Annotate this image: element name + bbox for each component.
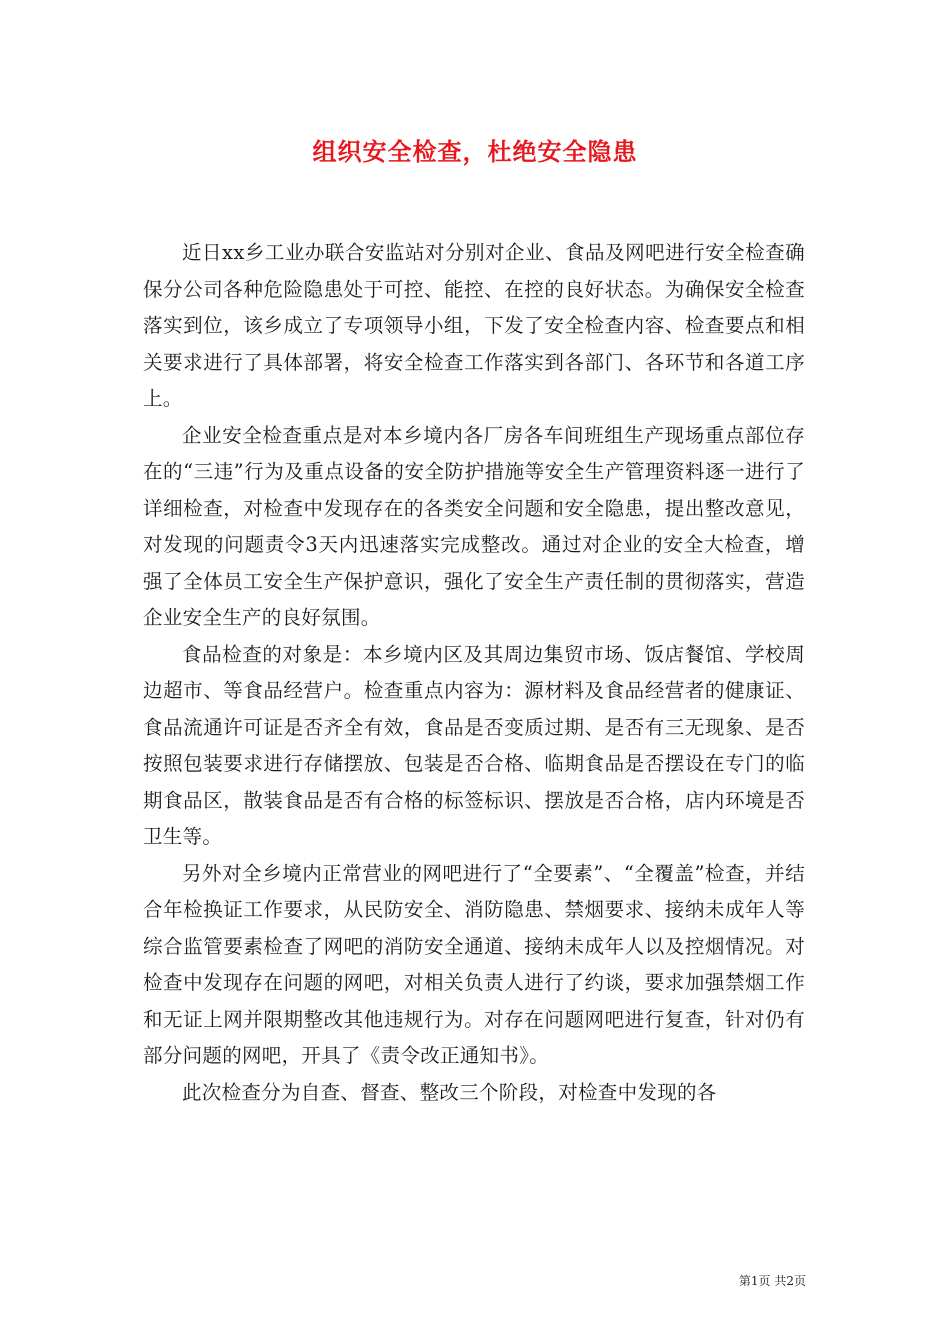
paragraph-3: 食品检查的对象是：本乡境内区及其周边集贸市场、饭店餐馆、学校周边超市、等食品经营户。检查重点内容为：源材料及食品经营者的健康证、食品流通许可证是否齐全有效，食品是否变质过期、是否有三无现象、是否按照包装要求进行存储摆放、包装是否合格、临期食品是否摆设在专门的临期食品区，散装食品是否有合格的标签标识、摆放是否合格，店内环境是否卫生等。	[143, 642, 805, 848]
paragraph-4: 另外对全乡境内正常营业的网吧进行了“全要素”、“全覆盖”检查，并结合年检换证工作要求，从民防安全、消防隐患、禁烟要求、接纳未成年人等综合监管要素检查了网吧的消防安全通道、接纳未成年人以及控烟情况。对检查中发现存在问题的网吧，对相关负责人进行了约谈，要求加强禁烟工作和无证上网并限期整改其他违规行为。对存在问题网吧进行复查，针对仍有部分问题的网吧，开具了《责令改正通知书》。	[143, 861, 805, 1067]
page-number-footer: 第1页 共2页	[738, 1274, 806, 1288]
paragraph-5: 此次检查分为自查、督查、整改三个阶段，对检查中发现的各	[182, 1080, 717, 1104]
document-title: 组织安全检查，杜绝安全隐患	[312, 138, 638, 166]
document-body	[143, 235, 805, 1111]
paragraph-2: 企业安全检查重点是对本乡境内各厂房各车间班组生产现场重点部位存在的“三违”行为及重点设备的安全防护措施等安全生产管理资料逐一进行了详细检查，对检查中发现存在的各类安全问题和安全隐患，提出整改意见，对发现的问题责令3天内迅速落实完成整改。通过对企业的安全大检查，增强了全体员工安全生产保护意识，强化了安全生产责任制的贯彻落实，营造企业安全生产的良好氛围。	[143, 423, 805, 629]
paragraph-1: 近日xx乡工业办联合安监站对分别对企业、食品及网吧进行安全检查确保分公司各种危险隐患处于可控、能控、在控的良好状态。为确保安全检查落实到位，该乡成立了专项领导小组，下发了安全检查内容、检查要点和相关要求进行了具体部署，将安全检查工作落实到各部门、各环节和各道工序上。	[143, 241, 805, 410]
